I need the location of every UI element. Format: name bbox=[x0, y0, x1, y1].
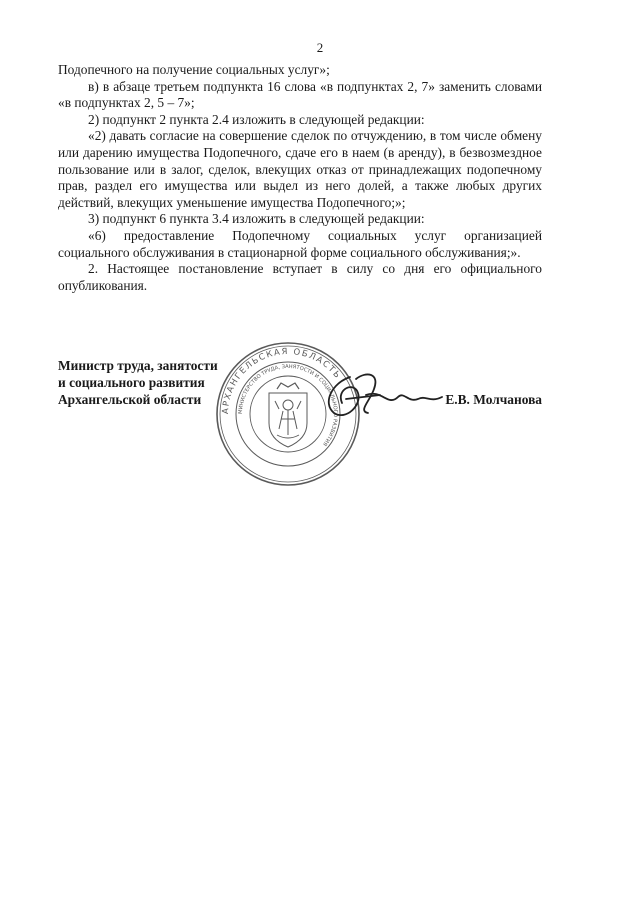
paragraph-item-2: 2) подпункт 2 пункта 2.4 изложить в следующей редакции: bbox=[88, 111, 425, 127]
paragraph-subitem-v: в) в абзаце третьем подпункта 16 слова «в подпунктах 2, 7» заменить словами «в подпунктах 2, 5 – 7»; bbox=[58, 78, 542, 111]
signer-title-line: Министр труда, занятости bbox=[58, 358, 218, 373]
seal-inner-text: МИНИСТЕРСТВО ТРУДА, ЗАНЯТОСТИ И СОЦИАЛЬНОГО РАЗВИТИЯ bbox=[237, 363, 339, 447]
signer-title-line: и социального развития bbox=[58, 375, 205, 390]
signer-title bbox=[58, 357, 228, 408]
document-body bbox=[58, 62, 542, 294]
signer-title-line: Архангельской области bbox=[58, 392, 202, 407]
paragraph-quote-6: «6) предоставление Подопечному социальных услуг организацией социального обслуживания в стационарной форме социального обслуживания;». bbox=[58, 227, 542, 260]
coat-of-arms-icon bbox=[269, 383, 307, 447]
seal-outer-text: АРХАНГЕЛЬСКАЯ ОБЛАСТЬ bbox=[220, 346, 343, 415]
page-number: 2 bbox=[316, 40, 324, 55]
paragraph-effective-date: 2. Настоящее постановление вступает в силу со дня его официального опубликования. bbox=[58, 261, 542, 293]
handwritten-signature bbox=[310, 359, 460, 429]
paragraph-quote-2: «2) давать согласие на совершение сделок по отчуждению, в том числе обмену или дарению имущества Подопечного, сдаче его в наем (в аренду), в безвозмездное пользование или в залог, сделок, влекущих отказ от принадлежащих подопечному прав, раздел его имущества или выдел из него долей, а также любых других действий, влекущих уменьшение имущества Подопечного;»; bbox=[58, 128, 542, 210]
signature-block bbox=[58, 346, 542, 457]
signer-name: Е.В. Молчанова bbox=[445, 392, 542, 407]
paragraph-item-3: 3) подпункт 6 пункта 3.4 изложить в следующей редакции: bbox=[88, 211, 425, 227]
paragraph-continuation: Подопечного на получение социальных услуг»; bbox=[58, 62, 330, 77]
